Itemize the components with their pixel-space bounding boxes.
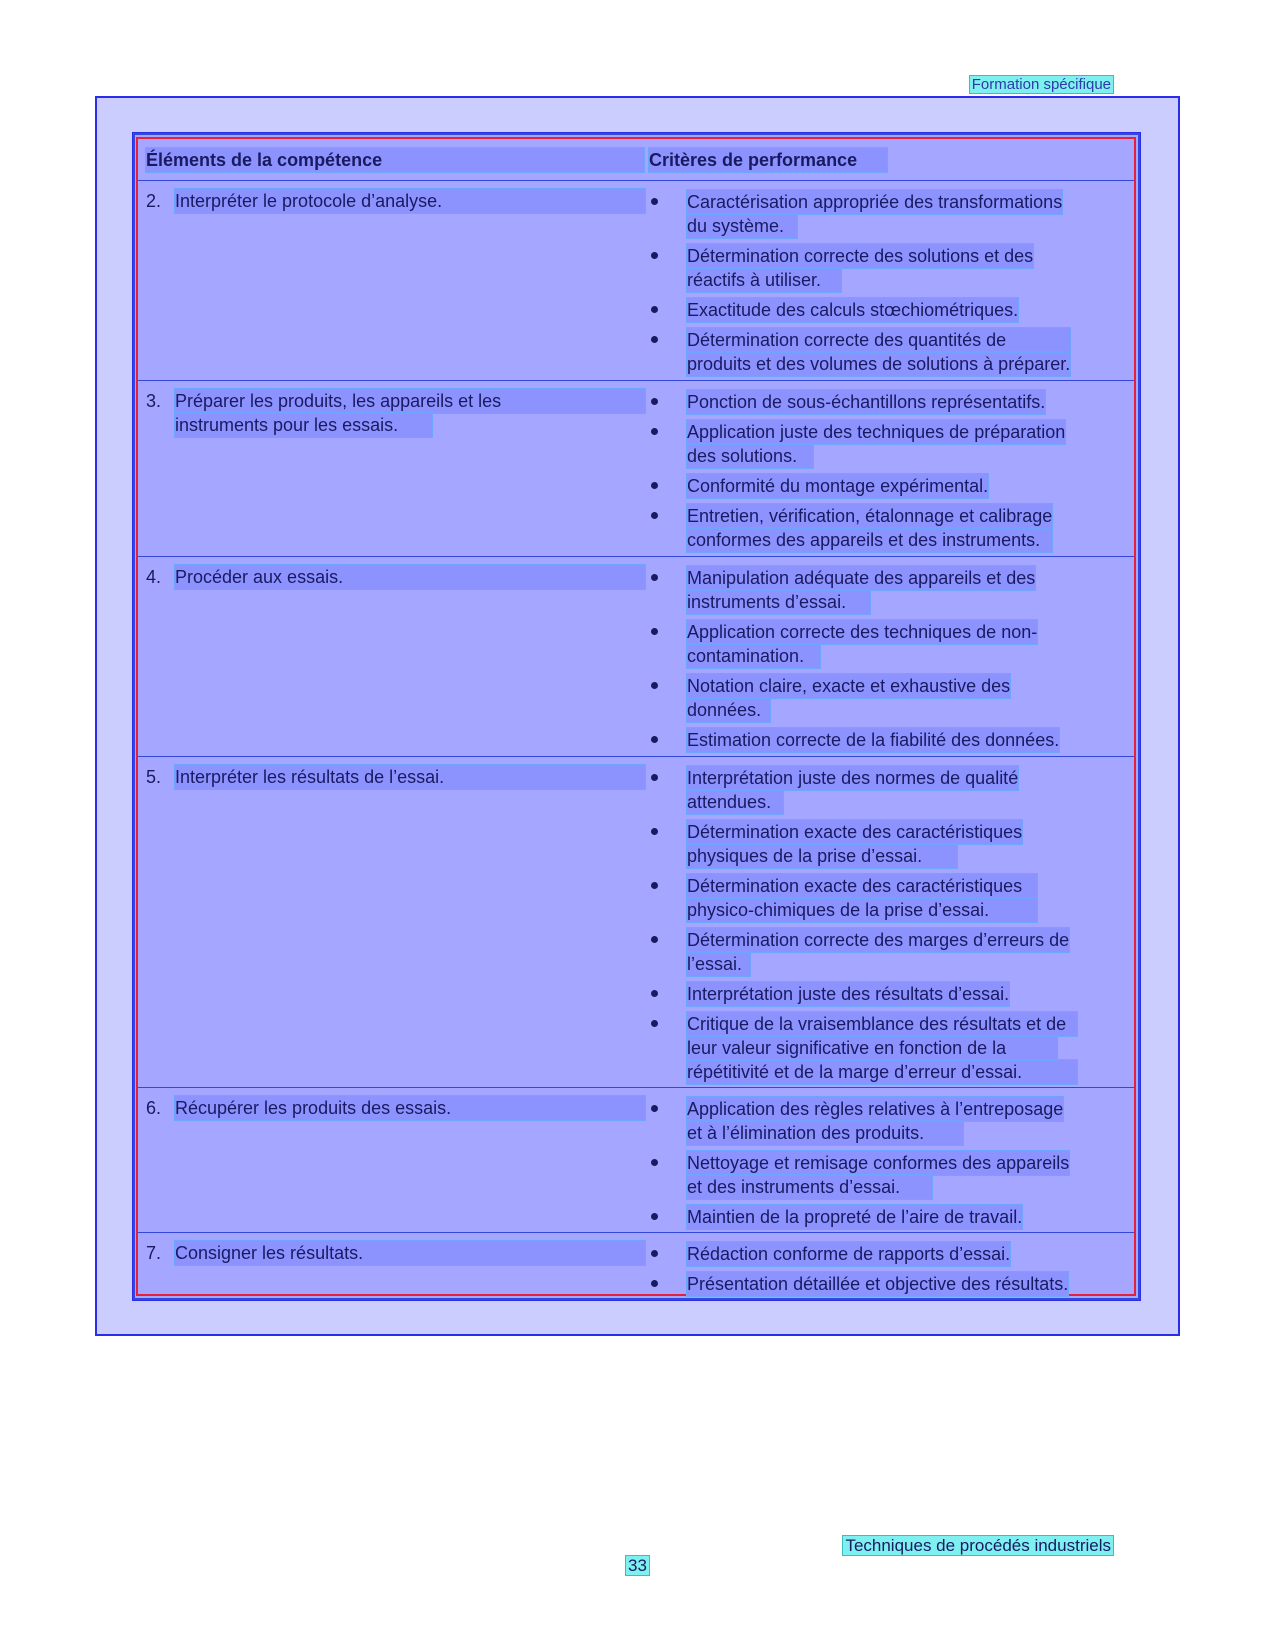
col-header-elements: Éléments de la compétence — [146, 148, 644, 172]
criterion-line: Détermination exacte des caractéristiques — [687, 874, 1037, 898]
criterion — [687, 766, 1018, 814]
criterion-line: Présentation détaillée et objective des résultats. — [687, 1274, 1069, 1294]
criterion-line: Interprétation juste des résultats d’essai. — [687, 984, 1010, 1004]
element-line: Récupérer les produits des essais. — [175, 1096, 645, 1120]
criterion-line: Nettoyage et remisage conformes des appareils — [687, 1153, 1070, 1173]
bullet-icon — [651, 196, 659, 206]
criterion-line: réactifs à utiliser. — [687, 268, 841, 292]
element-number: 5. — [146, 767, 162, 787]
criterion-line: Ponction de sous-échantillons représentatifs. — [687, 392, 1046, 412]
bullet-icon — [651, 988, 659, 998]
criterion-line: données. — [687, 698, 770, 722]
bullet-icon — [651, 510, 659, 520]
col-header-criteria: Critères de performance — [649, 148, 887, 172]
criterion-line: et des instruments d’essai. — [687, 1175, 932, 1199]
criterion — [687, 474, 988, 498]
bullet-icon — [651, 626, 659, 636]
element-line: Procéder aux essais. — [175, 565, 645, 589]
row-divider — [138, 180, 1134, 181]
element-line: Consigner les résultats. — [175, 1241, 645, 1265]
element-text — [175, 565, 645, 589]
element-text — [175, 189, 645, 213]
row-divider — [138, 380, 1134, 381]
criterion — [687, 928, 1069, 976]
criterion — [687, 1205, 1022, 1229]
criterion-line: Détermination correcte des solutions et des — [687, 246, 1034, 266]
bullet-icon — [651, 1211, 659, 1221]
criterion-line: l’essai. — [687, 952, 750, 976]
bullet-icon — [651, 826, 659, 836]
page-number: 33 — [628, 1556, 647, 1575]
criterion — [687, 982, 1009, 1006]
element-text — [175, 389, 645, 437]
criterion-line: physico-chimiques de la prise d’essai. — [687, 898, 1037, 922]
criterion — [687, 1151, 1069, 1199]
bullet-icon — [651, 334, 659, 344]
element-line: Interpréter les résultats de l’essai. — [175, 765, 645, 789]
bullet-icon — [651, 772, 659, 782]
criterion-line: répétitivité et de la marge d’erreur d’essai. — [687, 1060, 1077, 1084]
criterion — [687, 674, 1010, 722]
criterion-line: leur valeur significative en fonction de la — [687, 1036, 1057, 1060]
criterion — [687, 420, 1065, 468]
element-line: instruments pour les essais. — [175, 413, 432, 437]
bullet-icon — [651, 250, 659, 260]
criterion — [687, 1242, 1010, 1266]
criterion-line: Application correcte des techniques de non- — [687, 622, 1038, 642]
criterion-line: produits et des volumes de solutions à préparer. — [687, 354, 1071, 374]
criterion — [687, 728, 1059, 752]
element-number: 7. — [146, 1243, 162, 1263]
bullet-icon — [651, 1278, 659, 1288]
criterion — [687, 620, 1037, 668]
criterion-line: Interprétation juste des normes de qualité — [687, 768, 1019, 788]
row-divider — [138, 1087, 1134, 1088]
bullet-icon — [651, 1018, 659, 1028]
criterion-line: attendues. — [687, 790, 783, 814]
criterion-line: contamination. — [687, 644, 820, 668]
bullet-icon — [651, 304, 659, 314]
criterion — [687, 504, 1052, 552]
criterion-line: Rédaction conforme de rapports d’essai. — [687, 1244, 1011, 1264]
criterion-line: du système. — [687, 214, 797, 238]
criterion-line: Détermination exacte des caractéristiques — [687, 822, 1023, 842]
bullet-icon — [651, 1103, 659, 1113]
criterion — [687, 1097, 1063, 1145]
criterion — [687, 190, 1062, 238]
criterion — [687, 298, 1018, 322]
criterion-line: des solutions. — [687, 444, 813, 468]
row-divider — [138, 756, 1134, 757]
bullet-icon — [651, 1157, 659, 1167]
element-number: 4. — [146, 567, 162, 587]
criterion — [687, 1012, 1077, 1084]
element-text — [175, 1241, 645, 1265]
bullet-icon — [651, 934, 659, 944]
row-divider — [138, 1232, 1134, 1233]
criterion-line: Conformité du montage expérimental. — [687, 476, 989, 496]
element-number: 2. — [146, 191, 162, 211]
criterion — [687, 244, 1033, 292]
criterion-line: Exactitude des calculs stœchiométriques. — [687, 300, 1019, 320]
criterion-line: Caractérisation appropriée des transformations — [687, 192, 1063, 212]
row-divider — [138, 556, 1134, 557]
criterion — [687, 566, 1035, 614]
bullet-icon — [651, 480, 659, 490]
criterion — [687, 390, 1045, 414]
criterion-line: Détermination correcte des marges d’erreurs de — [687, 930, 1070, 950]
section-label: Formation spécifique — [971, 76, 1111, 93]
bullet-icon — [651, 1248, 659, 1258]
element-text — [175, 765, 645, 789]
criterion-line: et à l’élimination des produits. — [687, 1121, 963, 1145]
criterion-line: Manipulation adéquate des appareils et des — [687, 568, 1036, 588]
bullet-icon — [651, 734, 659, 744]
criterion-line: Notation claire, exacte et exhaustive des — [687, 676, 1011, 696]
bullet-icon — [651, 680, 659, 690]
criterion — [687, 328, 1070, 376]
bullet-icon — [651, 396, 659, 406]
element-text — [175, 1096, 645, 1120]
criterion-line: Application des règles relatives à l’entreposage — [687, 1099, 1064, 1119]
criterion-line: physiques de la prise d’essai. — [687, 844, 957, 868]
criterion-line: Application juste des techniques de préparation — [687, 422, 1066, 442]
element-line: Interpréter le protocole d’analyse. — [175, 189, 645, 213]
criterion — [687, 1272, 1068, 1296]
program-title: Techniques de procédés industriels — [845, 1536, 1111, 1555]
bullet-icon — [651, 880, 659, 890]
criterion-line: Entretien, vérification, étalonnage et calibrage — [687, 506, 1053, 526]
element-number: 6. — [146, 1098, 162, 1118]
criterion-line: Estimation correcte de la fiabilité des données. — [687, 730, 1060, 750]
bullet-icon — [651, 426, 659, 436]
criterion-line: Critique de la vraisemblance des résultats et de — [687, 1012, 1077, 1036]
criterion-line: Détermination correcte des quantités de — [687, 328, 1070, 352]
criterion-line: conformes des appareils et des instruments. — [687, 528, 1052, 552]
criterion — [687, 820, 1022, 868]
bullet-icon — [651, 572, 659, 582]
element-number: 3. — [146, 391, 162, 411]
element-line: Préparer les produits, les appareils et les — [175, 389, 645, 413]
criterion-line: instruments d’essai. — [687, 590, 870, 614]
criterion — [687, 874, 1037, 922]
criterion-line: Maintien de la propreté de l’aire de travail. — [687, 1207, 1023, 1227]
